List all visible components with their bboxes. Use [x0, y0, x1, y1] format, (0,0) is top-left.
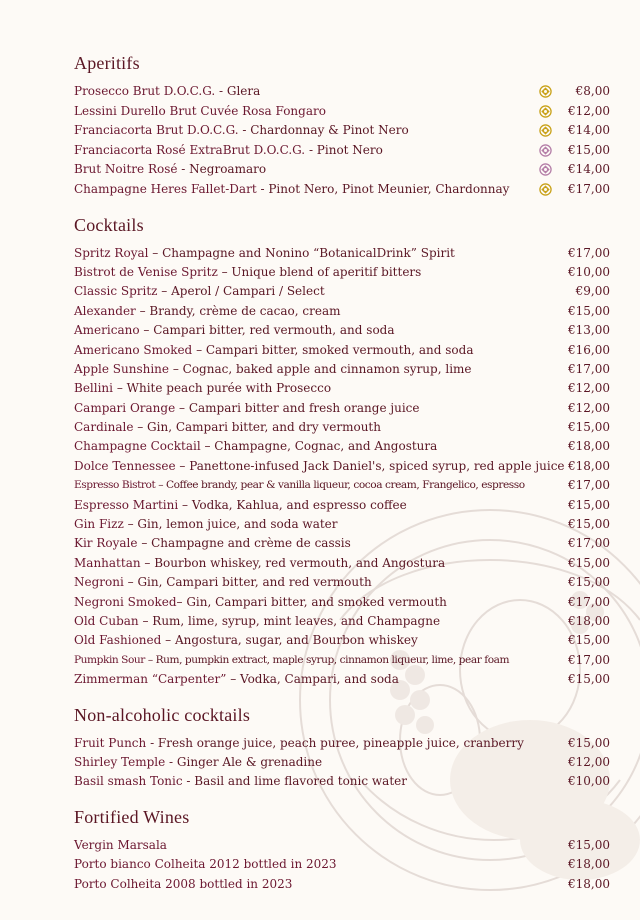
menu-item [74, 457, 610, 476]
menu-item-price: €15,00 [568, 517, 610, 532]
menu-item-name: Old Fashioned [74, 633, 162, 648]
menu-item [74, 554, 610, 573]
menu-item-name: Dolce Tennessee [74, 458, 176, 473]
menu-item-name: Fruit Punch [74, 735, 147, 750]
wine-type-badge-icon [539, 124, 552, 137]
menu-item-description: – Rum, pumpkin extract, maple syrup, cinnamon liqueur, lime, pear foam [144, 653, 510, 666]
menu-item-name: Americano Smoked [74, 342, 193, 357]
menu-item [74, 534, 610, 553]
menu-item-price: €18,00 [568, 613, 610, 628]
menu-item-price: €15,00 [568, 142, 610, 157]
menu-item-price: €16,00 [568, 342, 610, 357]
menu-item-description: - Pinot Nero [305, 142, 383, 157]
menu-item-price: €15,00 [568, 303, 610, 318]
menu [74, 48, 610, 904]
menu-item-price: €9,00 [575, 284, 610, 299]
menu-item-price: €12,00 [568, 400, 610, 415]
menu-item-name: Negroni [74, 575, 124, 590]
menu-item-price: €12,00 [568, 381, 610, 396]
section-title-fortified: Fortified Wines [74, 806, 190, 827]
menu-item-price: €17,00 [568, 245, 610, 260]
cocktails-list [74, 244, 610, 690]
menu-item-name: Prosecco Brut D.O.C.G. [74, 84, 216, 98]
wine-type-badge-icon [539, 105, 552, 118]
menu-item-description: – Gin, Campari bitter, and red vermouth [123, 575, 372, 590]
fortified-section [74, 802, 610, 894]
menu-item [74, 160, 610, 180]
menu-item-description: – Champagne and crème de cassis [137, 536, 351, 551]
menu-item-name: Pumpkin Sour [74, 653, 145, 666]
menu-item [74, 244, 610, 263]
menu-item-name: Zimmerman “Carpenter” [74, 672, 227, 687]
menu-item [74, 360, 610, 379]
menu-item-description: - Fresh orange juice, peach puree, pineapple juice, cranberry [146, 735, 524, 750]
menu-item [74, 82, 610, 102]
menu-item-name: Lessini Durello Brut Cuvée Rosa Fongaro [74, 103, 326, 118]
menu-item-name: Basil smash Tonic [74, 774, 183, 789]
menu-item-price: €12,00 [568, 754, 610, 769]
menu-item-price: €17,00 [568, 181, 610, 196]
menu-item-description: – Campari bitter, red vermouth, and soda [139, 323, 395, 338]
menu-item-price: €15,00 [568, 837, 610, 852]
menu-item-price: €18,00 [568, 857, 610, 872]
menu-item [74, 399, 610, 418]
menu-item [74, 121, 610, 141]
menu-item-name: Gin Fizz [74, 517, 124, 532]
menu-item-name: Bistrot de Venise Spritz [74, 264, 218, 279]
wine-type-badge-icon [539, 144, 552, 157]
menu-item-name: Alexander [74, 303, 136, 318]
menu-item-name: Franciacorta Brut D.O.C.G. [74, 123, 239, 138]
menu-item-price: €18,00 [568, 439, 610, 454]
menu-item-description: – Panettone-infused Jack Daniel's, spiced syrup, red apple juice [175, 458, 565, 473]
menu-item-description: – Coffee brandy, pear & vanilla liqueur, cocoa cream, Frangelico, espresso [155, 479, 525, 492]
menu-item-price: €17,00 [568, 536, 610, 551]
menu-item [74, 734, 610, 753]
menu-item-price: €17,00 [568, 652, 610, 667]
section-title-non-alcoholic: Non-alcoholic cocktails [74, 704, 251, 725]
menu-item-name: Manhattan [74, 555, 141, 570]
menu-item [74, 855, 610, 874]
menu-item-description: – Vodka, Kahlua, and espresso coffee [178, 497, 407, 512]
menu-item-name: Negroni Smoked [74, 594, 177, 609]
wine-type-badge-icon [539, 85, 552, 98]
menu-item [74, 141, 610, 161]
menu-item-description: - Glera [215, 84, 261, 98]
menu-item-name: Old Cuban [74, 613, 139, 628]
menu-item [74, 836, 610, 855]
menu-item-name: Americano [74, 323, 140, 338]
menu-item [74, 496, 610, 515]
menu-item-price: €17,00 [568, 478, 610, 493]
menu-item-name: Campari Orange [74, 400, 176, 415]
menu-item [74, 573, 610, 592]
menu-item-description: – White peach purée with Prosecco [113, 381, 332, 396]
menu-item [74, 302, 610, 321]
menu-item-name: Espresso Bistrot [74, 479, 156, 492]
menu-item-price: €15,00 [568, 575, 610, 590]
section-title-aperitifs: Aperitifs [74, 53, 140, 73]
menu-item-price: €18,00 [568, 458, 610, 473]
menu-item-description: – Campari bitter, smoked vermouth, and soda [192, 342, 474, 357]
menu-item [74, 379, 610, 398]
menu-item [74, 102, 610, 122]
menu-item-name: Franciacorta Rosé ExtraBrut D.O.C.G. [74, 142, 306, 157]
menu-item [74, 476, 610, 495]
menu-item-price: €15,00 [568, 735, 610, 750]
wine-type-badge-icon [539, 163, 552, 176]
menu-item-name: Champagne Cocktail [74, 439, 201, 454]
menu-item-description: - Pinot Nero, Pinot Meunier, Chardonnay [256, 181, 510, 196]
menu-item [74, 418, 610, 437]
menu-item-name: Porto Colheita 2008 bottled in 2023 [74, 876, 293, 891]
menu-item [74, 772, 610, 791]
menu-item [74, 631, 610, 650]
menu-item-price: €17,00 [568, 594, 610, 609]
menu-item [74, 321, 610, 340]
menu-item [74, 341, 610, 360]
menu-item-price: €15,00 [568, 555, 610, 570]
menu-item [74, 875, 610, 894]
menu-item-price: €15,00 [568, 633, 610, 648]
menu-item-description: – Gin, lemon juice, and soda water [123, 517, 338, 532]
menu-item-description: - Ginger Ale & grenadine [165, 754, 323, 769]
menu-item-description: – Brandy, crème de cacao, cream [135, 303, 341, 318]
menu-item-description: – Champagne and Nonino “BotanicalDrink” Spirit [148, 245, 455, 260]
menu-item-name: Shirley Temple [74, 754, 166, 769]
menu-item [74, 651, 610, 670]
aperitifs-section [74, 48, 610, 200]
aperitifs-list [74, 82, 610, 200]
menu-item-description: - Basil and lime flavored tonic water [182, 774, 407, 789]
menu-item-price: €14,00 [568, 162, 610, 177]
menu-item-description: – Vodka, Campari, and soda [226, 672, 399, 687]
menu-item [74, 612, 610, 631]
menu-item [74, 593, 610, 612]
menu-item-name: Spritz Royal [74, 245, 149, 260]
menu-item-description: – Gin, Campari bitter, and smoked vermouth [176, 594, 447, 609]
menu-item-description: – Rum, lime, syrup, mint leaves, and Champagne [138, 613, 441, 628]
menu-item-price: €14,00 [568, 123, 610, 138]
menu-item-description: – Campari bitter and fresh orange juice [175, 400, 420, 415]
menu-item-name: Classic Spritz [74, 284, 158, 299]
non-alcoholic-section [74, 700, 610, 792]
menu-item-name: Bellini [74, 381, 113, 396]
menu-item [74, 263, 610, 282]
menu-item-name: Vergin Marsala [74, 837, 167, 852]
menu-item-price: €18,00 [568, 876, 610, 891]
menu-item [74, 670, 610, 689]
menu-item-price: €15,00 [568, 497, 610, 512]
cocktails-section [74, 210, 610, 690]
menu-item-description: – Unique blend of aperitif bitters [217, 264, 422, 279]
menu-item-description: - Chardonnay & Pinot Nero [238, 123, 409, 138]
menu-item-price: €10,00 [568, 774, 610, 789]
menu-item-description: – Bourbon whiskey, red vermouth, and Angostura [140, 555, 446, 570]
menu-item-price: €17,00 [568, 361, 610, 376]
menu-item-name: Champagne Heres Fallet-Dart [74, 181, 257, 196]
menu-item-price: €15,00 [568, 420, 610, 435]
menu-item-description: – Angostura, sugar, and Bourbon whiskey [161, 633, 418, 648]
menu-item-price: €15,00 [568, 672, 610, 687]
menu-item [74, 437, 610, 456]
menu-item-name: Espresso Martini [74, 497, 179, 512]
menu-item-name: Cardinale [74, 420, 134, 435]
menu-item-name: Porto bianco Colheita 2012 bottled in 2023 [74, 857, 337, 872]
menu-item [74, 282, 610, 301]
menu-item-price: €8,00 [575, 84, 610, 98]
menu-item [74, 180, 610, 200]
section-title-cocktails: Cocktails [74, 214, 144, 235]
non-alcoholic-list [74, 734, 610, 792]
menu-item [74, 753, 610, 772]
menu-item-name: Brut Noitre Rosé [74, 162, 178, 177]
fortified-list [74, 836, 610, 894]
menu-item-description: - Negroamaro [177, 162, 267, 177]
menu-item-description: – Gin, Campari bitter, and dry vermouth [133, 420, 381, 435]
menu-item-price: €12,00 [568, 103, 610, 118]
menu-item-price: €13,00 [568, 323, 610, 338]
menu-item-description: – Champagne, Cognac, and Angostura [200, 439, 438, 454]
menu-item-name: Kir Royale [74, 536, 138, 551]
menu-item-description: – Aperol / Campari / Select [157, 284, 325, 299]
menu-item-price: €10,00 [568, 264, 610, 279]
menu-item-name: Apple Sunshine [74, 361, 170, 376]
wine-type-badge-icon [539, 183, 552, 196]
menu-item [74, 515, 610, 534]
menu-item-description: – Cognac, baked apple and cinnamon syrup, lime [169, 361, 472, 376]
